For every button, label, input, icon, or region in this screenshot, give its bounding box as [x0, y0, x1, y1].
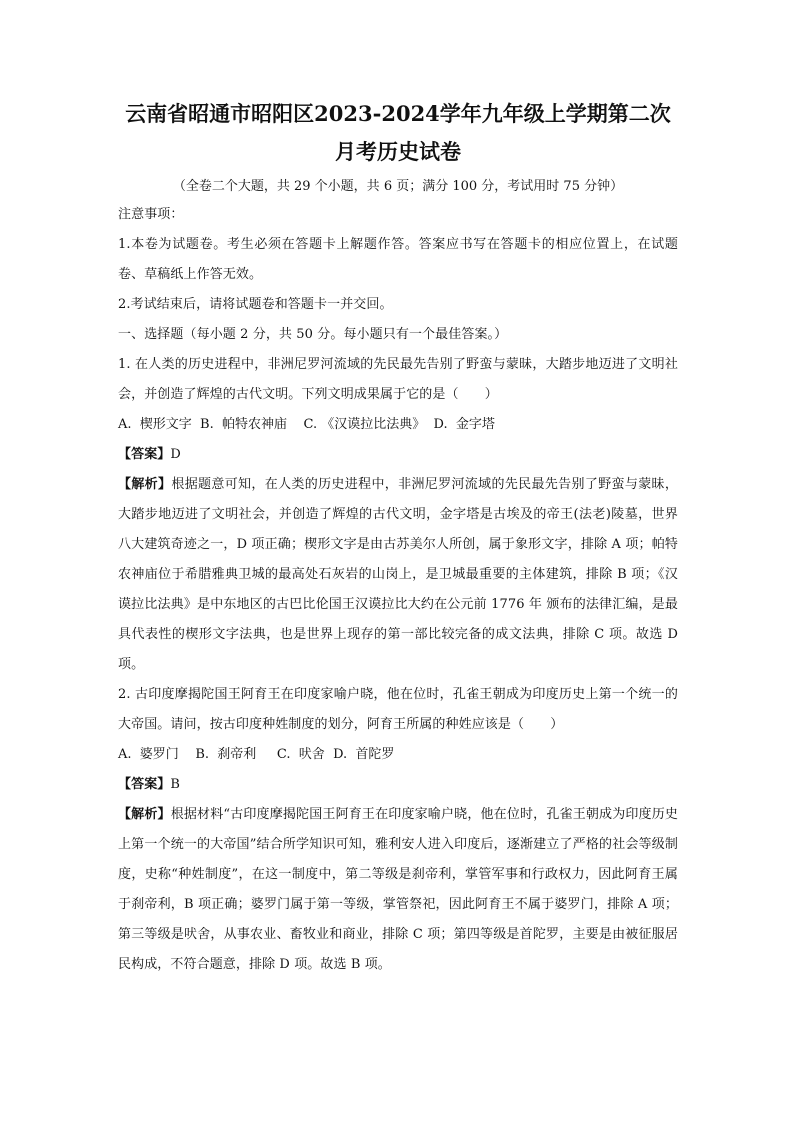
answer-line: [118, 770, 678, 800]
analysis-text: 根据题意可知，在人类的历史进程中，非洲尼罗河流域的先民最先告别了野蛮与蒙昧，大踏步地迈进了文明社会，并创造了辉煌的古代文明，金字塔是古埃及的帝王(法老)陵墓，世界八大建筑奇迹之一，D 项正确；楔形文字是由古苏美尔人所创，属于象形文字，排除 A 项；帕特农神庙位于希腊雅典卫城的最高处石灰岩的山岗上，是卫城最重要的主体建筑，排除 B 项；《汉谟拉比法典》是中东地区的古巴比伦国王汉谟拉比大约在公元前 1776 年 颁布的法律汇编，是最具代表性的楔形文字法典，也是世界上现存的第一部比较完备的成文法典，排除 C 项。故选 D 项。: [118, 477, 678, 672]
question-options: A. 楔形文字 B. 帕特农神庙 C. 《汉谟拉比法典》 D. 金字塔: [118, 417, 495, 432]
analysis-paragraph: [118, 800, 678, 980]
analysis-tag: 【解析】: [118, 807, 171, 822]
analysis-tag: 【解析】: [118, 477, 172, 492]
question-stem: 1. 在人类的历史进程中，非洲尼罗河流域的先民最先告别了野蛮与蒙昧，大踏步地迈进了文明社会，并创造了辉煌的古代文明。下列文明成果属于它的是（ ）: [118, 357, 678, 402]
notes-item-2: 2.考试结束后，请将试题卷和答题卡一并交回。: [118, 297, 393, 312]
answer-tag: 【答案】: [118, 777, 171, 792]
answer-value: B: [170, 777, 181, 792]
question-options: A. 婆罗门 B. 刹帝利 C. 吠舍 D. 首陀罗: [118, 747, 395, 762]
answer-line: [118, 440, 678, 470]
question-1: [118, 350, 678, 680]
exam-title-line2: 月考历史试卷: [335, 139, 461, 164]
section-heading: 一、选择题（每小题 2 分，共 50 分。每小题只有一个最佳答案。）: [118, 327, 508, 342]
analysis-text: 根据材料“古印度摩揭陀国王阿育王在印度家喻户晓，他在位时，孔雀王朝成为印度历史上第一个统一的大帝国”结合所学知识可知，雅利安人进入印度后，逐渐建立了严格的社会等级制度，史称“种姓制度”，在这一制度中，第二等级是刹帝利，掌管军事和行政权力，因此阿育王属于刹帝利，B 项正确；婆罗门属于第一等级，掌管祭祀，因此阿育王不属于婆罗门，排除 A 项；第三等级是吠舍，从事农业、畜牧业和商业，排除 C 项；第四等级是首陀罗，主要是由被征服居民构成，不符合题意，排除 D 项。故选 B 项。: [118, 807, 679, 972]
exam-title-line1: 云南省昭通市昭阳区2023-2024学年九年级上学期第二次: [125, 101, 671, 126]
exam-subtitle: （全卷二个大题，共 29 个小题，共 6 页；满分 100 分，考试用时 75 分钟）: [172, 179, 624, 194]
answer-value: D: [170, 447, 181, 462]
exam-page: [118, 96, 678, 980]
question-stem: 2. 古印度摩揭陀国王阿育王在印度家喻户晓，他在位时，孔雀王朝成为印度历史上第一个统一的大帝国。请问，按古印度种姓制度的划分，阿育王所属的种姓应该是（ ）: [118, 687, 678, 732]
notes-heading: 注意事项：: [118, 207, 184, 222]
notes-item-1: 1.本卷为试题卷。考生必须在答题卡上解题作答。答案应书写在答题卡的相应位置上，在试题卷、草稿纸上作答无效。: [118, 237, 678, 282]
question-2: [118, 680, 678, 980]
analysis-paragraph: [118, 470, 678, 680]
answer-tag: 【答案】: [118, 447, 171, 462]
